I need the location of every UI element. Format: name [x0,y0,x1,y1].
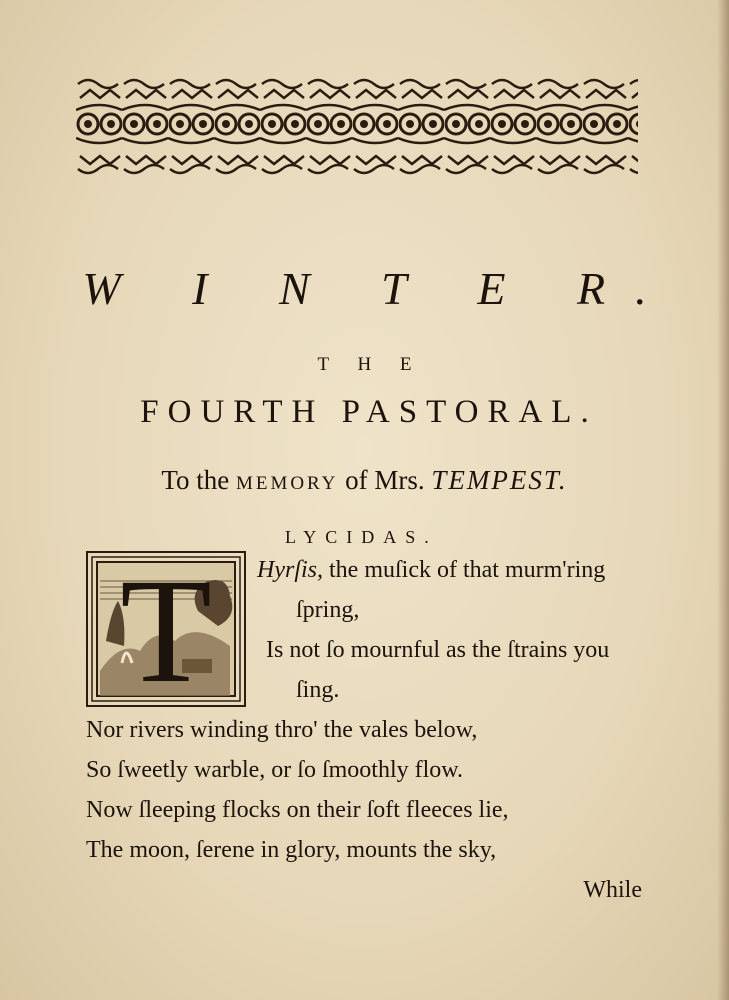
dedication-mid: of Mrs. [338,465,432,495]
catchword: While [583,877,642,903]
page-title: W I N T E R. [82,263,677,314]
drop-cap-illustration [86,551,246,707]
page-edge-shadow [717,0,729,1000]
verse-line-2: ſpring, [296,597,360,623]
subtitle-the: T H E [317,354,424,375]
verse-line-3: Is not ſo mournful as the ſtrains you [266,637,610,663]
dedication-name: TEMPEST. [431,465,568,495]
verse-line-1 [257,557,605,584]
verse-line-7: Now ſleeping flocks on their ſoft fleeces lie, [86,797,509,823]
speaker-name: LYCIDAS. [285,527,438,547]
verse-line-5: Nor rivers winding thro' the vales below, [86,717,478,743]
dedication-pre: To the [161,465,236,495]
headpiece-ornament [76,76,638,176]
dedication-memory: MEMORY [235,473,339,494]
verse-line-6: So ſweetly warble, or ſo ſmoothly flow. [86,757,464,783]
verse-line-1-rest: the muſick of that murm'ring [323,557,606,583]
verse-line-8: The moon, ſerene in glory, mounts the sky, [86,837,497,863]
dedication-line [0,465,729,496]
pastoral-heading: FOURTH PASTORAL. [140,394,598,430]
verse-line-1-italic: Hyrſis, [257,557,323,583]
verse-line-4: ſing. [296,677,340,703]
drop-cap-letter: T [120,551,212,707]
